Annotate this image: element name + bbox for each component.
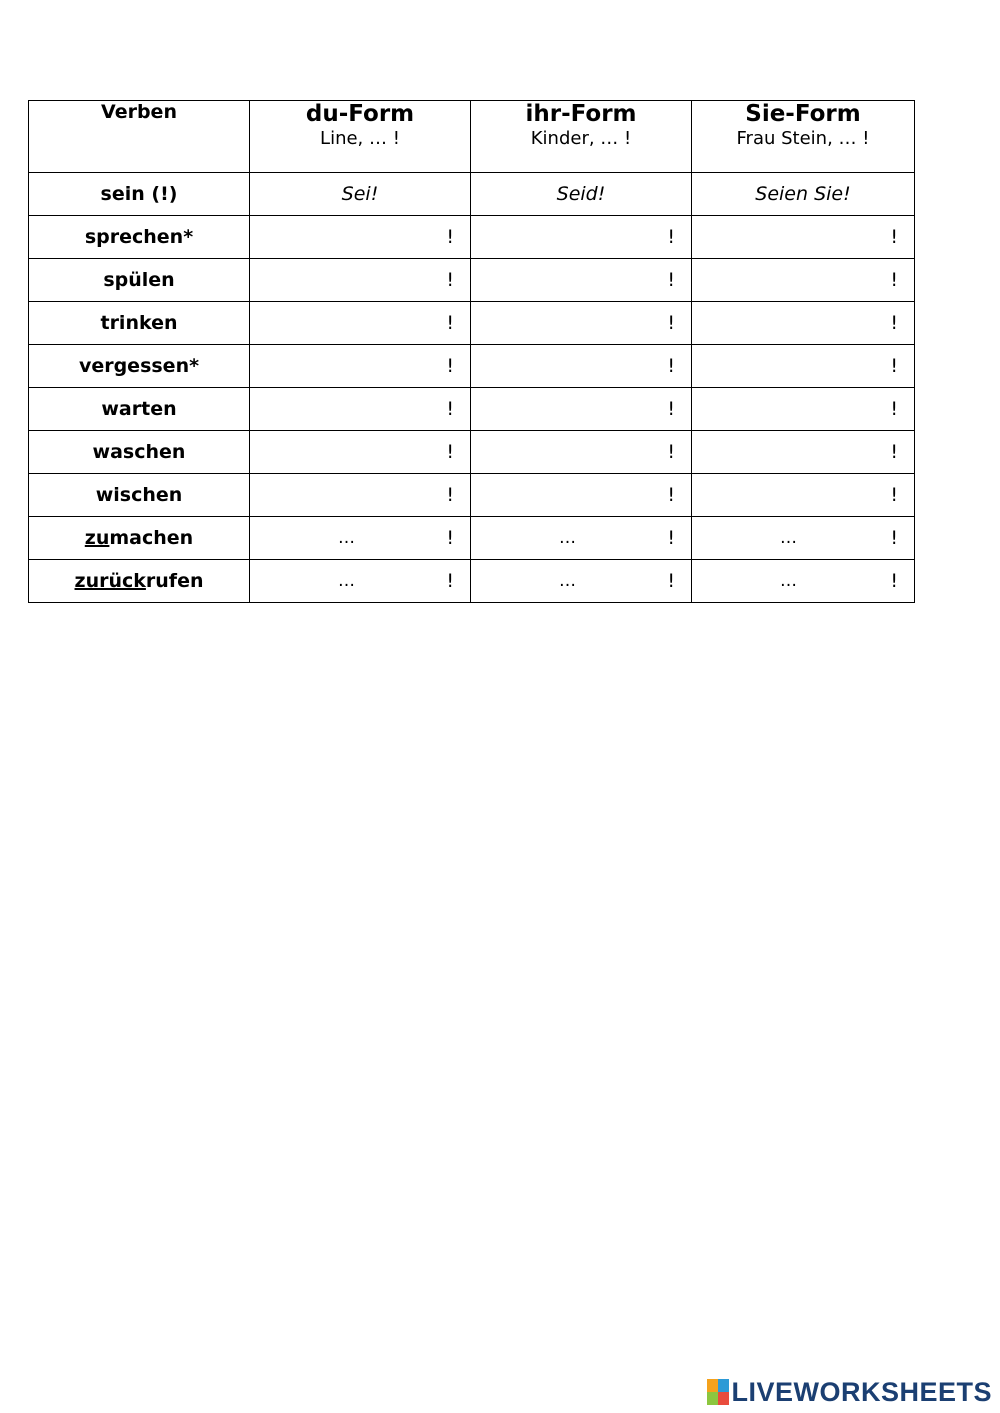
exclamation-mark: !	[446, 355, 454, 377]
verb-cell	[29, 560, 250, 603]
verb-text: trinken	[100, 312, 178, 334]
sie-answer-field[interactable]	[692, 560, 915, 603]
exclamation-mark: !	[890, 226, 898, 248]
exclamation-mark: !	[890, 312, 898, 334]
du-answer-field[interactable]	[250, 216, 471, 259]
verb-cell	[29, 345, 250, 388]
sie-answer-field[interactable]	[692, 431, 915, 474]
example-verb: sein (!)	[29, 173, 250, 216]
table-row	[29, 302, 915, 345]
ellipsis-placeholder: …	[780, 528, 797, 548]
table-row	[29, 517, 915, 560]
du-form-header	[250, 101, 471, 173]
du-answer-field[interactable]	[250, 388, 471, 431]
exclamation-mark: !	[890, 484, 898, 506]
ellipsis-placeholder: …	[338, 571, 355, 591]
exclamation-mark: !	[667, 484, 675, 506]
du-answer-field[interactable]	[250, 560, 471, 603]
separable-prefix: zurück	[74, 570, 146, 592]
verb-cell	[29, 259, 250, 302]
exclamation-mark: !	[446, 527, 454, 549]
ellipsis-placeholder: …	[559, 528, 576, 548]
exclamation-mark: !	[446, 398, 454, 420]
exclamation-mark: !	[890, 398, 898, 420]
table-row	[29, 431, 915, 474]
ihr-answer-field[interactable]	[471, 302, 692, 345]
ellipsis-placeholder: …	[559, 571, 576, 591]
exclamation-mark: !	[667, 269, 675, 291]
ellipsis-placeholder: …	[338, 528, 355, 548]
verb-text: machen	[109, 527, 194, 549]
sie-answer-field[interactable]	[692, 216, 915, 259]
verb-cell	[29, 517, 250, 560]
example-ihr-answer: Seid!	[471, 173, 692, 216]
logo-text: LIVEWORKSHEETS	[731, 1376, 992, 1407]
table-row	[29, 560, 915, 603]
verb-text: rufen	[145, 570, 204, 592]
example-sie-answer: Seien Sie!	[692, 173, 915, 216]
exclamation-mark: !	[667, 441, 675, 463]
sie-answer-field[interactable]	[692, 302, 915, 345]
exclamation-mark: !	[446, 441, 454, 463]
ihr-answer-field[interactable]	[471, 517, 692, 560]
ihr-answer-field[interactable]	[471, 388, 692, 431]
sie-form-example: Frau Stein, … !	[736, 128, 870, 149]
verb-text: vergessen*	[78, 355, 200, 377]
du-answer-field[interactable]	[250, 517, 471, 560]
ihr-answer-field[interactable]	[471, 259, 692, 302]
ihr-answer-field[interactable]	[471, 474, 692, 517]
sie-answer-field[interactable]	[692, 259, 915, 302]
sie-answer-field[interactable]	[692, 474, 915, 517]
logo-mark-icon	[707, 1379, 729, 1405]
verb-cell	[29, 302, 250, 345]
exclamation-mark: !	[667, 312, 675, 334]
du-answer-field[interactable]	[250, 302, 471, 345]
ihr-form-title: ihr-Form	[525, 101, 637, 127]
ihr-answer-field[interactable]	[471, 431, 692, 474]
du-answer-field[interactable]	[250, 431, 471, 474]
ihr-answer-field[interactable]	[471, 345, 692, 388]
ihr-form-header	[471, 101, 692, 173]
header-row	[29, 101, 915, 173]
verb-text: sprechen*	[84, 226, 194, 248]
verb-cell	[29, 216, 250, 259]
du-form-title: du-Form	[305, 101, 415, 127]
exclamation-mark: !	[446, 226, 454, 248]
verb-cell	[29, 474, 250, 517]
verb-imperative-table	[28, 100, 915, 603]
table-row	[29, 345, 915, 388]
verb-text: wischen	[95, 484, 183, 506]
exclamation-mark: !	[446, 484, 454, 506]
exclamation-mark: !	[667, 398, 675, 420]
exclamation-mark: !	[890, 269, 898, 291]
verb-text: warten	[101, 398, 177, 420]
verb-cell	[29, 388, 250, 431]
example-du-answer: Sei!	[250, 173, 471, 216]
table-row	[29, 474, 915, 517]
sie-form-title: Sie-Form	[745, 101, 861, 127]
verb-text: spülen	[103, 269, 175, 291]
exclamation-mark: !	[890, 527, 898, 549]
table-row	[29, 216, 915, 259]
sie-form-header	[692, 101, 915, 173]
separable-prefix: zu	[84, 527, 110, 549]
table-row	[29, 259, 915, 302]
table-row	[29, 388, 915, 431]
du-answer-field[interactable]	[250, 259, 471, 302]
example-row	[29, 173, 915, 216]
verbs-column-header: Verben	[29, 101, 250, 173]
ihr-answer-field[interactable]	[471, 216, 692, 259]
exclamation-mark: !	[890, 441, 898, 463]
exclamation-mark: !	[446, 269, 454, 291]
exclamation-mark: !	[667, 226, 675, 248]
ihr-form-example: Kinder, … !	[530, 128, 632, 149]
ellipsis-placeholder: …	[780, 571, 797, 591]
exclamation-mark: !	[890, 355, 898, 377]
verb-cell	[29, 431, 250, 474]
exclamation-mark: !	[667, 527, 675, 549]
verb-text: waschen	[92, 441, 186, 463]
sie-answer-field[interactable]	[692, 345, 915, 388]
exclamation-mark: !	[446, 570, 454, 592]
exclamation-mark: !	[667, 355, 675, 377]
du-answer-field[interactable]	[250, 474, 471, 517]
du-answer-field[interactable]	[250, 345, 471, 388]
ihr-answer-field[interactable]	[471, 560, 692, 603]
liveworksheets-logo	[707, 1377, 992, 1407]
exclamation-mark: !	[667, 570, 675, 592]
du-form-example: Line, … !	[320, 128, 400, 149]
sie-answer-field[interactable]	[692, 517, 915, 560]
exclamation-mark: !	[890, 570, 898, 592]
exclamation-mark: !	[446, 312, 454, 334]
sie-answer-field[interactable]	[692, 388, 915, 431]
